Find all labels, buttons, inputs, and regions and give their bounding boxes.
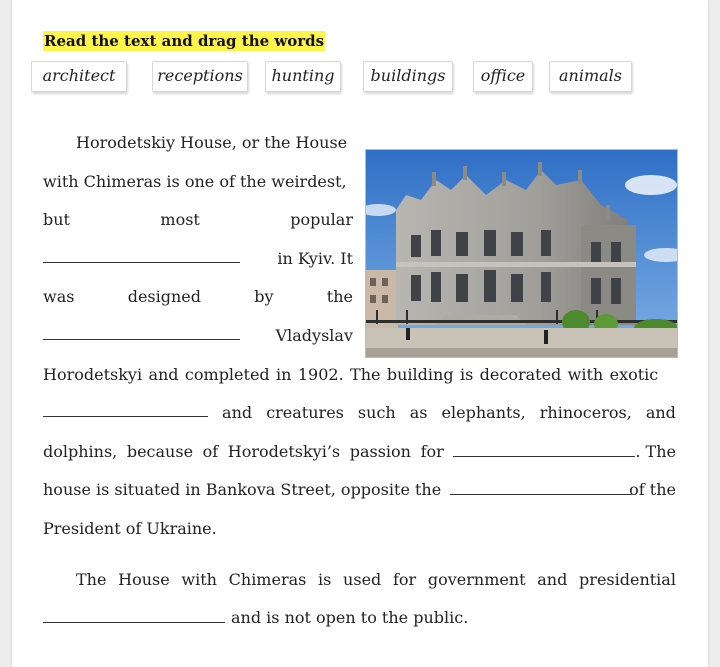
text-line: Horodetskiy House, or the House (76, 133, 348, 152)
text-line: with Chimeras is one of the weirdest, (43, 172, 347, 191)
text-line: dolphins, because of Horodetskyi’s passion for . The (43, 442, 676, 461)
drop-blank-1[interactable] (43, 249, 240, 263)
drop-blank-4[interactable] (453, 443, 635, 457)
drop-blank-5[interactable] (450, 481, 632, 495)
text-line: in Kyiv. It (43, 249, 353, 269)
text-line: Vladyslav (43, 326, 353, 346)
text-line: The House with Chimeras is used for government and presidential (76, 570, 676, 589)
drop-blank-6[interactable] (43, 609, 225, 623)
word-tile-office[interactable]: office (473, 61, 533, 92)
text-line: but most popular (43, 210, 353, 229)
word-tile-hunting[interactable]: hunting (265, 61, 341, 92)
drop-blank-2[interactable] (43, 326, 240, 340)
word-tile-animals[interactable]: animals (549, 61, 632, 92)
worksheet-page (12, 0, 708, 667)
text-line: President of Ukraine. (43, 519, 217, 538)
house-with-chimeras-photo (365, 149, 678, 358)
word-tile-buildings[interactable]: buildings (363, 61, 453, 92)
drop-blank-3[interactable] (43, 403, 208, 417)
text-line: was designed by the (43, 287, 353, 306)
text-line: Horodetskyi and completed in 1902. The building is decorated with exotic (43, 365, 659, 384)
text-line: and creatures such as elephants, rhinoceros, and (43, 403, 676, 423)
word-tile-architect[interactable]: architect (31, 61, 127, 92)
text-line: and is not open to the public. (43, 608, 676, 628)
instruction-heading: Read the text and drag the words (44, 32, 325, 50)
word-tile-receptions[interactable]: receptions (152, 61, 248, 92)
text-line: house is situated in Bankova Street, opposite the of the (43, 480, 676, 499)
